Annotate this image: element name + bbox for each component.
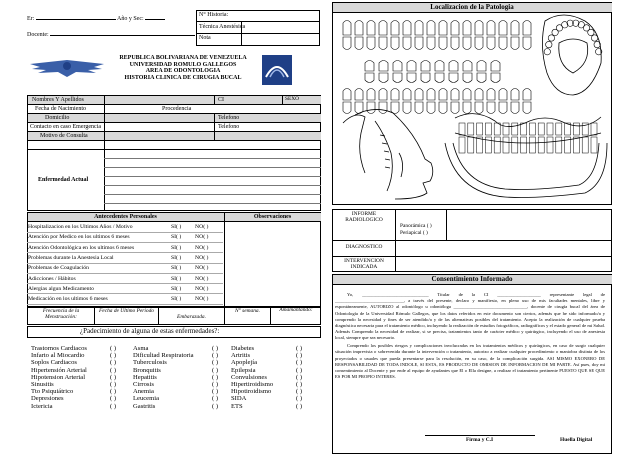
antecedente-no-checkbox[interactable]: NO( ) bbox=[195, 265, 209, 272]
disease-item: Bronquitis bbox=[133, 366, 161, 374]
disease-checkbox[interactable]: ( ) bbox=[212, 395, 219, 403]
antecedente-row bbox=[28, 223, 223, 231]
antecedente-row bbox=[28, 285, 223, 293]
disease-checkbox[interactable]: ( ) bbox=[296, 366, 303, 374]
disease-column-2 bbox=[133, 345, 194, 410]
ci-label: CI bbox=[218, 97, 224, 103]
disease-checkbox[interactable]: ( ) bbox=[296, 402, 303, 410]
consent-paragraph-1: Yo, _____________________________ Titular de la CI ___________________ representante legal de ______________________________, a través del presente, declaro y manifiesto, en pleno uso de mis facultades mentales, libre y espontáneamente, AUTORIZO al odontólogo u odontóloga ________________________________, docente de cirugía bucal del área de Odontología de la Universidad Rómulo Gallegos, que los datos referidos en este documento son ciertos, además que he sido informado/a y comprendo la necesidad y fines de ser atendido/a y de las alternativas posibles del tratamiento. Acepto la realización de cualquier prueba diagnóstica necesaria para el tratamiento médico, incluyendo la realización de estudios fotográficos, radiográficos y el estado general de mi Salud. Además Comprendo la necesidad de realizar, si se precisa, tratamientos tanto de carácter médico y quirúrgico, incluyendo el uso de anestesia local, siempre que sea necesario. bbox=[335, 292, 605, 341]
panoramic-jaw-icon bbox=[445, 114, 607, 198]
disease-checkbox[interactable]: ( ) bbox=[296, 373, 303, 381]
disease-checkbox[interactable]: ( ) bbox=[110, 380, 117, 388]
antecedente-label: Problemas de Coagulación bbox=[28, 265, 89, 272]
antecedente-no-checkbox[interactable]: NO( ) bbox=[195, 275, 209, 282]
antecedente-si-checkbox[interactable]: SI( ) bbox=[171, 234, 182, 241]
antecedente-no-checkbox[interactable]: NO( ) bbox=[195, 244, 209, 251]
motivo-label: Motivo de Consulta bbox=[40, 133, 88, 139]
antecedente-no-checkbox[interactable]: NO( ) bbox=[195, 296, 209, 303]
disease-item: Dificultad Respiratoria bbox=[133, 352, 194, 360]
face-profile-icon bbox=[343, 109, 433, 199]
disease-checkbox[interactable]: ( ) bbox=[296, 359, 303, 367]
antecedente-si-checkbox[interactable]: SI( ) bbox=[171, 265, 182, 272]
disease-column-3-marks bbox=[296, 345, 302, 410]
occlusal-arch-icon bbox=[542, 15, 601, 95]
docente-label: Docente: bbox=[27, 32, 49, 38]
disease-checkbox[interactable]: ( ) bbox=[296, 395, 303, 403]
periapical-option[interactable]: Periapical ( ) bbox=[400, 230, 428, 236]
antecedente-si-checkbox[interactable]: SI( ) bbox=[171, 275, 182, 282]
disease-checkbox[interactable]: ( ) bbox=[212, 345, 219, 352]
disease-checkbox[interactable]: ( ) bbox=[296, 380, 303, 388]
consent-title: Consentimiento Informado bbox=[431, 275, 513, 283]
ano-label: Año y Sec: bbox=[117, 16, 144, 22]
nombres-label: Nombres Y Apellidos bbox=[32, 97, 84, 103]
diagnostico-label: DIAGNOSTICO bbox=[345, 244, 383, 250]
disease-item: Ictericia bbox=[31, 402, 53, 410]
disease-checkbox[interactable]: ( ) bbox=[110, 352, 117, 360]
university-wings-logo bbox=[28, 56, 106, 78]
antecedente-no-checkbox[interactable]: NO( ) bbox=[195, 285, 209, 292]
antecedente-row bbox=[28, 295, 223, 303]
consent-paragraph-2: Comprendo los posibles riesgos y complicaciones involucradas en los tratamientos médicos y quirúrgicos, en caso de surgir cualquier situación imprevista o sobrevenida durante la intervención o tratamiento, autorizo a realizar cualquier procedimiento o maniobra distinta de los proyectados o usuales que pueda presentarse para la resolución, en su caso, de la complicación surgida. ASI MISMO EXONERO DE RESPONSABILIDAD DE TODA INDOLE, SI ESTA, ES PRODUCTO DE OMISION DE INFORMACION DE MI PARTE. Así pues, doy mi consentimiento al Docente y por ende al equipo de ayudantes que El o Ella designe, a realizar el tratamiento pertinente PUESTO QUE SE QUE ES POR MI PROPIO INTERES. bbox=[335, 343, 605, 380]
telefono-label: Telefono bbox=[218, 115, 240, 121]
procedencia-label: Procedencia bbox=[162, 106, 192, 112]
antecedente-row bbox=[28, 275, 223, 283]
disease-item: Soplos Cardiacos bbox=[31, 359, 77, 367]
firma-label: Firma y C.I bbox=[466, 437, 494, 443]
antecedente-si-checkbox[interactable]: SI( ) bbox=[171, 285, 182, 292]
antecedente-row bbox=[28, 244, 223, 252]
semana-label: N° semana. bbox=[235, 308, 260, 314]
domicilio-label: Domicilio bbox=[45, 115, 70, 121]
disease-checkbox[interactable]: ( ) bbox=[110, 388, 117, 396]
disease-checkbox[interactable]: ( ) bbox=[110, 373, 117, 381]
intervencion-label: INTERVENCION INDICADA bbox=[344, 258, 384, 270]
disease-checkbox[interactable]: ( ) bbox=[110, 402, 117, 410]
disease-checkbox[interactable]: ( ) bbox=[110, 395, 117, 403]
disease-item: Hipotension Arterial bbox=[31, 373, 86, 381]
disease-item: Depresiones bbox=[31, 395, 64, 403]
disease-item: ETS bbox=[231, 402, 243, 410]
antecedente-label: Problemas durante la Anestesia Local bbox=[28, 254, 114, 261]
disease-item: Hepatitis bbox=[133, 373, 157, 381]
antecedente-label: Alergias algun Medicamento bbox=[28, 285, 94, 292]
disease-column-3 bbox=[231, 345, 273, 410]
antecedente-row bbox=[28, 264, 223, 272]
antecedente-label: Atención por Medico en los ultimos 6 meses bbox=[28, 234, 130, 241]
contacto-label: Contacto en caso Emergencia bbox=[30, 124, 102, 130]
institution-heading bbox=[108, 55, 258, 81]
disease-item: Diabetes bbox=[231, 345, 255, 352]
disease-item: Convulsiones bbox=[231, 373, 267, 381]
disease-checkbox[interactable]: ( ) bbox=[296, 345, 303, 352]
disease-item: Tto Psiquiátrico bbox=[31, 388, 74, 396]
antecedente-label: Medicación en los ultimos 6 meses bbox=[28, 296, 108, 303]
consent-text bbox=[335, 292, 605, 382]
disease-column-1 bbox=[31, 345, 87, 410]
institution-line4: HISTORIA CLINICA DE CIRUGIA BUCAL bbox=[124, 74, 242, 81]
disease-checkbox[interactable]: ( ) bbox=[212, 352, 219, 360]
disease-item: SIDA bbox=[231, 395, 247, 403]
antecedente-label: Adicciones / Hábitos bbox=[28, 275, 76, 282]
localizacion-title: Localizacion de la Patologia bbox=[430, 3, 514, 11]
institution-line3: AREA DE ODONTOLOGIA bbox=[145, 68, 221, 75]
er-field[interactable] bbox=[27, 16, 165, 23]
historia-label: N° Historia: bbox=[199, 12, 229, 18]
disease-item: Trastornos Cardiacos bbox=[31, 345, 87, 352]
disease-checkbox[interactable]: ( ) bbox=[110, 366, 117, 374]
antecedente-label: Atención Odontológica en los ultimos 6 meses bbox=[28, 244, 135, 251]
antecedente-row bbox=[28, 254, 223, 262]
enfermedad-label: Enfermedad Actual bbox=[38, 177, 89, 183]
observaciones-title: Observaciones bbox=[253, 214, 292, 220]
panoramica-option[interactable]: Panorámica ( ) bbox=[400, 223, 432, 229]
disease-item: Anemia bbox=[133, 388, 154, 396]
disease-item: Artritis bbox=[231, 352, 251, 360]
odontologia-logo-icon bbox=[262, 55, 292, 90]
antecedente-row bbox=[28, 233, 223, 241]
nota-label: Nota bbox=[199, 35, 211, 41]
odontologia-logo-text: ODONTOLOGIA bbox=[263, 86, 291, 90]
antecedente-label: Hospitalizacion en los Ultimos Años / Motivo bbox=[28, 224, 133, 230]
disease-item: Gastritis bbox=[133, 402, 156, 410]
disease-item: Hipotiroidismo bbox=[231, 388, 272, 396]
disease-checkbox[interactable]: ( ) bbox=[212, 388, 219, 396]
antecedente-no-checkbox[interactable]: NO( ) bbox=[195, 254, 209, 261]
disease-item: Apoplejía bbox=[231, 359, 258, 367]
disease-checkbox[interactable]: ( ) bbox=[212, 402, 219, 410]
disease-checkbox[interactable]: ( ) bbox=[212, 373, 219, 381]
disease-item: Cirrosis bbox=[133, 380, 154, 388]
disease-checkbox[interactable]: ( ) bbox=[212, 366, 219, 374]
tecnica-label: Técnica Anestésica bbox=[199, 24, 246, 30]
disease-item: Epilepsia bbox=[231, 366, 256, 374]
disease-item: Hipertiroidismo bbox=[231, 380, 274, 388]
disease-item: Asma bbox=[133, 345, 149, 352]
teeth-row-icon bbox=[343, 21, 531, 114]
antecedente-no-checkbox[interactable]: NO( ) bbox=[195, 234, 209, 241]
disease-checkbox[interactable]: ( ) bbox=[212, 359, 219, 367]
er-label: Er: bbox=[27, 16, 35, 22]
disease-item: Hipertensión Arterial bbox=[31, 366, 87, 374]
fecha-periodo-label: Fecha de Ultimo Periodo bbox=[99, 308, 154, 314]
disease-item: Infarto al Miocardio bbox=[31, 352, 85, 360]
disease-item: Sinusitis bbox=[31, 380, 54, 388]
institution-line1: REPUBLICA BOLIVARIANA DE VENEZUELA bbox=[119, 55, 247, 61]
dental-chart bbox=[335, 13, 609, 203]
disease-item: Tuberculosis bbox=[133, 359, 167, 367]
embarazada-label: Embarazada. bbox=[177, 314, 206, 320]
huella-label: Huella Digital bbox=[560, 437, 593, 443]
disease-item: Leucemia bbox=[133, 395, 159, 403]
disease-checkbox[interactable]: ( ) bbox=[296, 352, 303, 360]
institution-line2: UNIVERSIDAD ROMULO GALLEGOS bbox=[129, 61, 237, 68]
diseases-question: ¿Padecimiento de alguna de estas enfermedades?: bbox=[80, 327, 220, 335]
docente-field[interactable] bbox=[27, 32, 195, 39]
disease-checkbox[interactable]: ( ) bbox=[212, 380, 219, 388]
telefono2-label: Telefono bbox=[218, 124, 240, 130]
antecedente-no-checkbox[interactable]: NO( ) bbox=[195, 224, 209, 230]
antecedente-si-checkbox[interactable]: SI( ) bbox=[171, 224, 182, 230]
antecedente-si-checkbox[interactable]: SI( ) bbox=[171, 244, 182, 251]
disease-column-2-marks bbox=[212, 345, 218, 410]
disease-checkbox[interactable]: ( ) bbox=[296, 388, 303, 396]
amamantando-label: Amamantando: bbox=[279, 307, 313, 313]
disease-checkbox[interactable]: ( ) bbox=[110, 345, 117, 352]
fecha-nac-label: Fecha de Nacimiento bbox=[35, 106, 86, 112]
informe-label: INFORME RADIOLOGICO bbox=[345, 211, 383, 223]
disease-checkbox[interactable]: ( ) bbox=[110, 359, 117, 367]
frecuencia-label: Frecuencia de la Menstruación: bbox=[42, 308, 80, 320]
antecedentes-title: Antecedentes Personales bbox=[94, 214, 157, 220]
disease-column-1-marks bbox=[110, 345, 116, 410]
antecedente-si-checkbox[interactable]: SI( ) bbox=[171, 296, 182, 303]
antecedente-si-checkbox[interactable]: SI( ) bbox=[171, 254, 182, 261]
sexo-label: SEXO bbox=[285, 96, 300, 102]
